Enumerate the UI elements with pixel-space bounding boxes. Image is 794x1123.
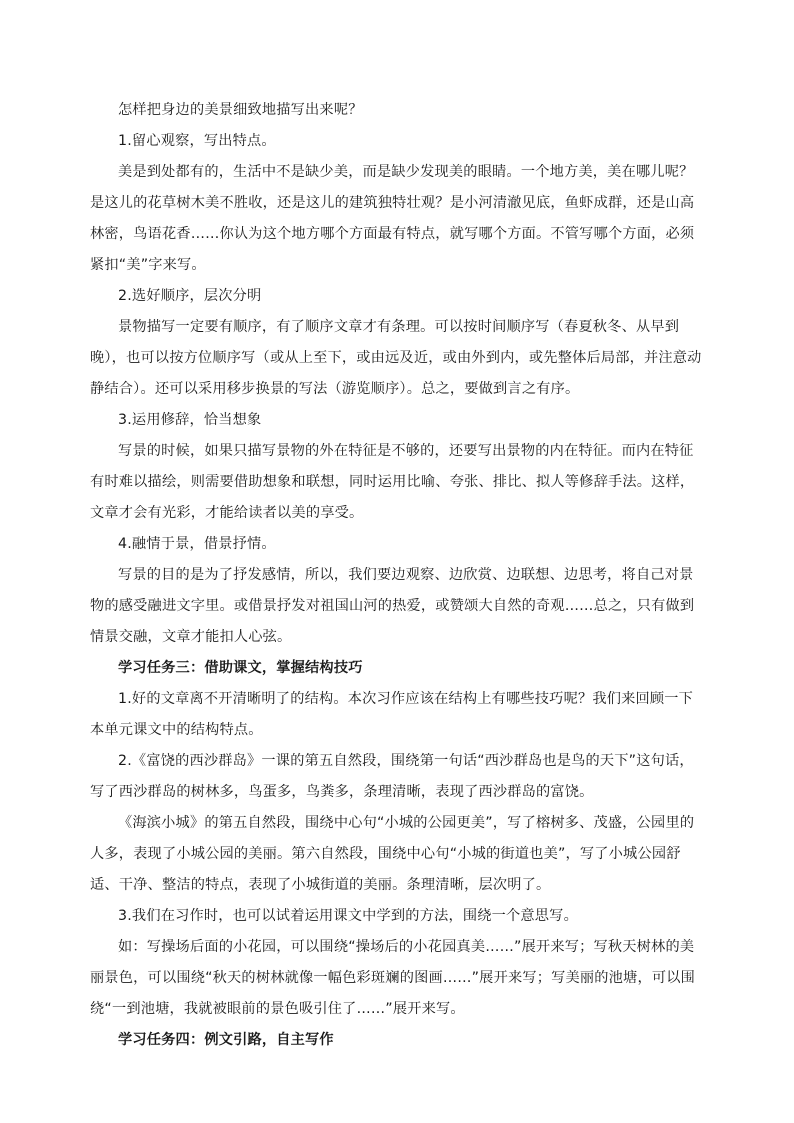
task-three-heading: 学习任务三：借助课文，掌握结构技巧 [118,660,363,676]
task-three-paragraph-4: 3.我们在习作时，也可以试着运用课文中学到的方法，围绕一个意思写。 [118,908,578,924]
task-three-paragraph-1: 1.好的文章离不开清晰明了的结构。本次习作应该在结构上有哪些技巧呢？我们来回顾一下本单元课文中的结构特点。 [90,691,694,738]
tip-heading-2: 2.选好顺序，层次分明 [118,288,262,304]
tip-paragraph-4: 写景的目的是为了抒发感情，所以，我们要边观察、边欣赏、边联想、边思考，将自己对景物的感受融进文字里。或借景抒发对祖国山河的热爱，或赞颂大自然的奇观……总之，只有做到情景交融，文章才能扣人心弦。 [90,567,695,645]
tip-paragraph-3: 写景的时候，如果只描写景物的外在特征是不够的，还要写出景物的内在特征。而内在特征有时难以描绘，则需要借助想象和联想，同时运用比喻、夸张、排比、拟人等修辞手法。这样，文章才会有光彩，才能给读者以美的享受。 [90,443,695,521]
tip-heading-4: 4.融情于景，借景抒情。 [118,536,276,552]
question-line: 怎样把身边的美景细致地描写出来呢？ [118,102,363,118]
tip-heading-1: 1.留心观察，写出特点。 [118,133,276,149]
task-three-paragraph-3: 《海滨小城》的第五自然段，围绕中心句“小城的公园更美”，写了榕树多、茂盛，公园里的人多，表现了小城公园的美丽。第六自然段，围绕中心句“小城的街道也美”，写了小城公园舒适、干净、整洁的特点，表现了小城街道的美丽。条理清晰，层次明了。 [90,815,695,893]
task-three-paragraph-5: 如：写操场后面的小花园，可以围绕“操场后的小花园真美……”展开来写；写秋天树林的美丽景色，可以围绕“秋天的树林就像一幅色彩斑斓的图画……”展开来写；写美丽的池塘，可以围绕“一到池塘，我就被眼前的景色吸引住了……”展开来写。 [90,939,695,1017]
tip-paragraph-2: 景物描写一定要有顺序，有了顺序文章才有条理。可以按时间顺序写（春夏秋冬、从早到晚），也可以按方位顺序写（或从上至下，或由远及近，或由外到内，或先整体后局部，并注意动静结合）。还可以采用移步换景的写法（游览顺序）。总之，要做到言之有序。 [90,319,702,397]
tip-heading-3: 3.运用修辞，恰当想象 [118,412,262,428]
task-three-paragraph-2: 2.《富饶的西沙群岛》一课的第五自然段，围绕第一句话“西沙群岛也是鸟的天下”这句话，写了西沙群岛的树林多，鸟蛋多，鸟粪多，条理清晰，表现了西沙群岛的富饶。 [90,753,694,800]
task-four-heading: 学习任务四：例文引路，自主写作 [118,1032,334,1048]
tip-paragraph-1: 美是到处都有的，生活中不是缺少美，而是缺少发现美的眼睛。一个地方美，美在哪儿呢？是这儿的花草树木美不胜收，还是这儿的建筑独特壮观？是小河清澈见底，鱼虾成群，还是山高林密，鸟语花香……你认为这个地方哪个方面最有特点，就写哪个方面。不管写哪个方面，必须紧扣“美”字来写。 [90,164,695,273]
